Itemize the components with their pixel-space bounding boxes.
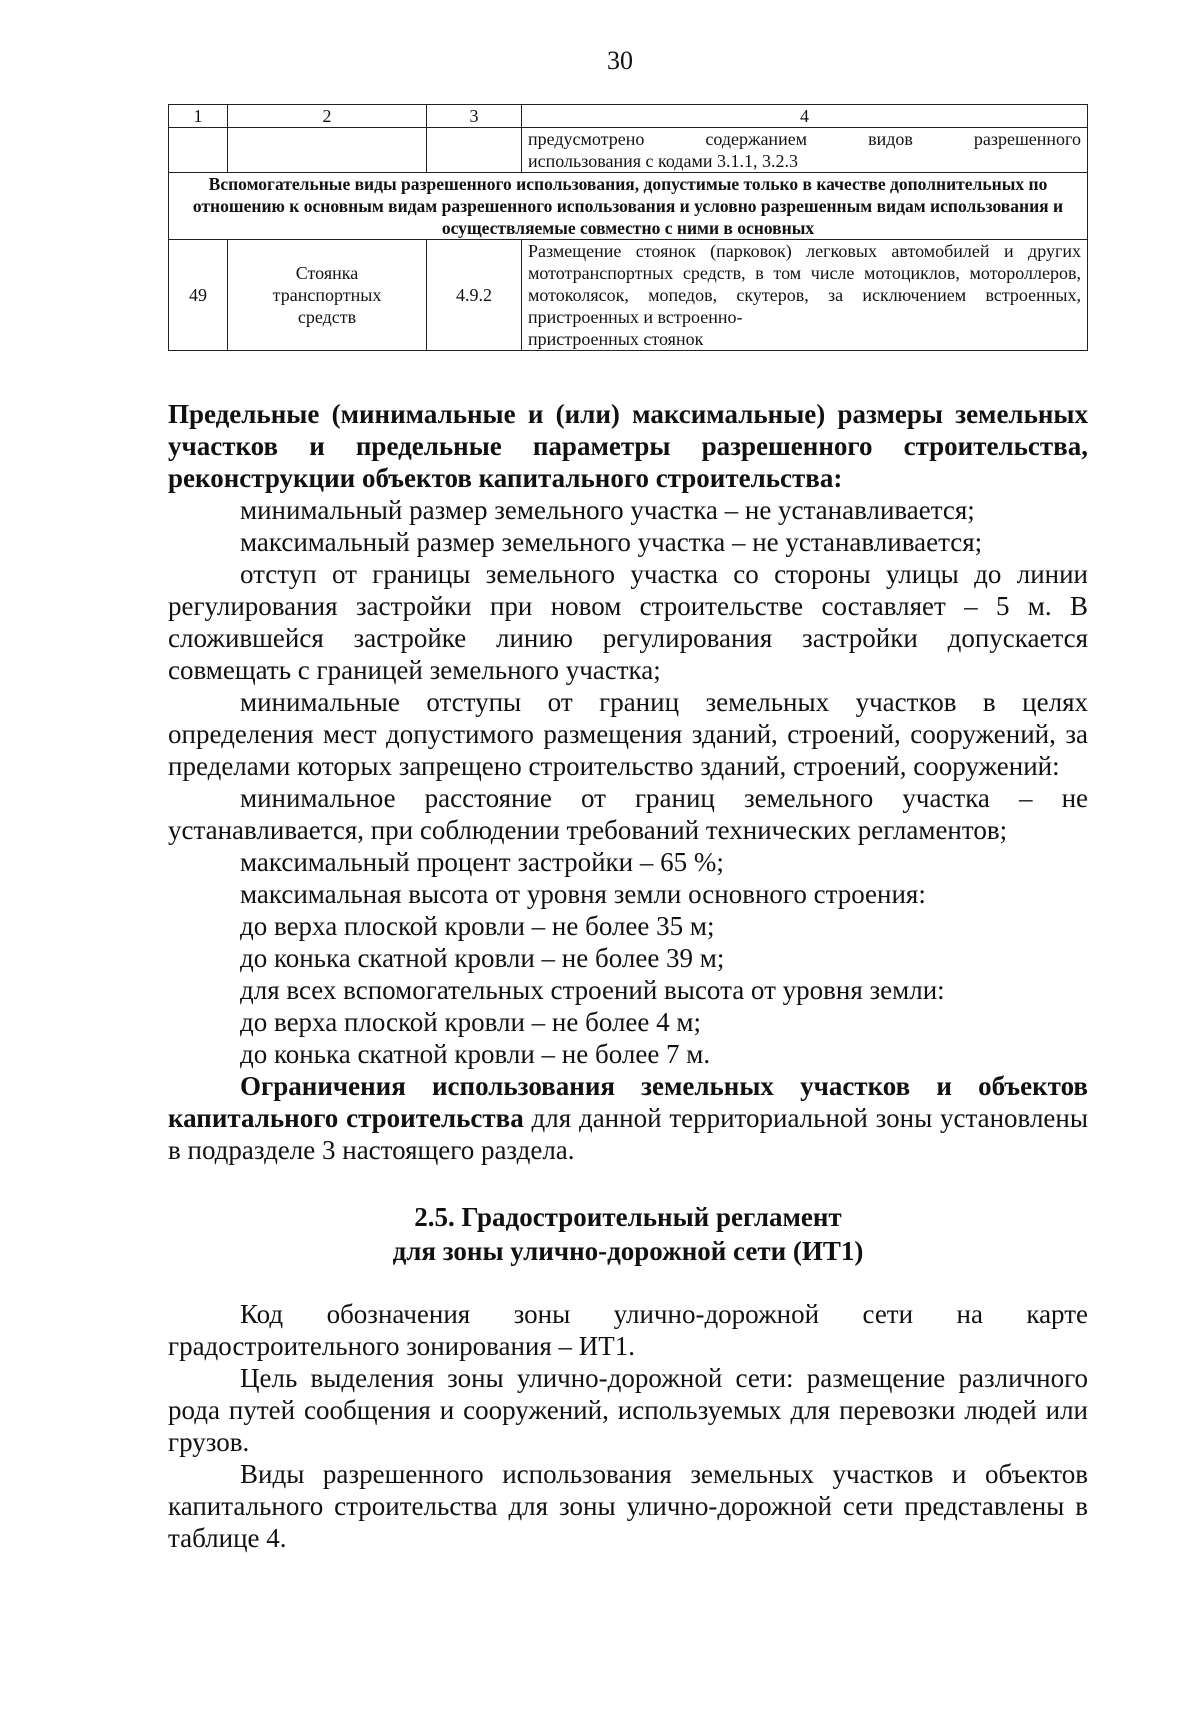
table-row xyxy=(169,240,1088,351)
limit-min-setbacks: минимальные отступы от границ земельных участков в целях определения мест допустимого размещения зданий, строений, сооружений, за пределами которых запрещено строительство зданий, строений, сооружений: xyxy=(168,687,1088,781)
col-header-1: 1 xyxy=(169,105,228,128)
row-name-line-1: Стоянка xyxy=(295,263,359,283)
row-code: 4.9.2 xyxy=(427,240,522,351)
limit-pitched-roof-main: до конька скатной кровли – не более 39 м; xyxy=(240,943,725,973)
restrictions-rest: для данной территориальной зоны установлены в подразделе 3 настоящего раздела. xyxy=(168,1103,1088,1165)
row-description-last: пристроенных стоянок xyxy=(528,329,704,349)
limit-max-coverage: максимальный процент застройки – 65 %; xyxy=(240,847,724,877)
continued-line-2: использования с кодами 3.1.1, 3.2.3 xyxy=(528,151,798,171)
limit-min-size: минимальный размер земельного участка – не устанавливается; xyxy=(240,495,975,525)
row-description xyxy=(522,240,1088,351)
row-number: 49 xyxy=(169,240,228,351)
auxiliary-uses-header: Вспомогательные виды разрешенного использования, допустимые только в качестве дополнительных по отношению к основным видам разрешенного использования и условно разрешенным видам использования и осуществляемые совместно с ними в основных xyxy=(169,173,1088,240)
restrictions-paragraph xyxy=(168,1070,1088,1166)
limit-max-height: максимальная высота от уровня земли основного строения: xyxy=(240,879,926,909)
table-row-continued xyxy=(169,128,1088,173)
limit-max-size: максимальный размер земельного участка – не устанавливается; xyxy=(240,527,983,557)
table-section-header xyxy=(169,173,1088,240)
col-header-2: 2 xyxy=(228,105,427,128)
row-name-line-2: транспортных xyxy=(272,285,382,305)
limits-heading: Предельные (минимальные и (или) максимальные) размеры земельных участков и предельные параметры разрешенного строительства, реконструкции объектов капитального строительства: xyxy=(168,399,1088,493)
row-description-body: Размещение стоянок (парковок) легковых автомобилей и других мототранспортных средств, в том числе мотоциклов, мотороллеров, мотоколясок, мопедов, скутеров, за исключением встроенных, пристроенных и встроенно- xyxy=(528,241,1081,327)
limit-setback-street: отступ от границы земельного участка со стороны улицы до линии регулирования застройки при новом строительстве составляет – 5 м. В сложившейся застройке линию регулирования застройки допускается совмещать с границей земельного участка; xyxy=(168,559,1088,685)
restrictions-bold: Ограничения использования земельных участков и объектов капитального строительства xyxy=(168,1071,1088,1133)
zone-code-paragraph: Код обозначения зоны улично-дорожной сети на карте градостроительного зонирования – ИТ1. xyxy=(168,1299,1088,1361)
continued-line-1: предусмотрено содержанием видов разрешенного xyxy=(528,129,1081,149)
zone-purpose-paragraph: Цель выделения зоны улично-дорожной сети: размещение различного рода путей сообщения и сооружений, используемых для перевозки людей или грузов. xyxy=(168,1363,1088,1457)
permitted-uses-paragraph: Виды разрешенного использования земельных участков и объектов капитального строительства для зоны улично-дорожной сети представлены в таблице 4. xyxy=(168,1459,1088,1553)
limit-flat-roof-main: до верха плоской кровли – не более 35 м; xyxy=(240,911,715,941)
limit-aux-height: для всех вспомогательных строений высота от уровня земли: xyxy=(240,975,945,1005)
limit-pitched-roof-aux: до конька скатной кровли – не более 7 м. xyxy=(240,1039,711,1069)
row-name xyxy=(228,240,427,351)
section-title xyxy=(168,1200,1088,1268)
limit-min-distance: минимальное расстояние от границ земельного участка – не устанавливается, при соблюдении требований технических регламентов; xyxy=(168,783,1088,845)
page-number: 30 xyxy=(607,46,633,75)
permitted-uses-table xyxy=(168,104,1088,351)
col-header-3: 3 xyxy=(427,105,522,128)
document-body xyxy=(168,398,1088,1554)
continued-description xyxy=(522,128,1088,173)
section-title-line-1: 2.5. Градостроительный регламент xyxy=(414,1202,842,1232)
row-name-line-3: средств xyxy=(297,307,357,327)
table-header-row xyxy=(169,105,1088,128)
limit-flat-roof-aux: до верха плоской кровли – не более 4 м; xyxy=(240,1007,701,1037)
col-header-4: 4 xyxy=(522,105,1088,128)
section-title-line-2: для зоны улично-дорожной сети (ИТ1) xyxy=(392,1236,864,1266)
